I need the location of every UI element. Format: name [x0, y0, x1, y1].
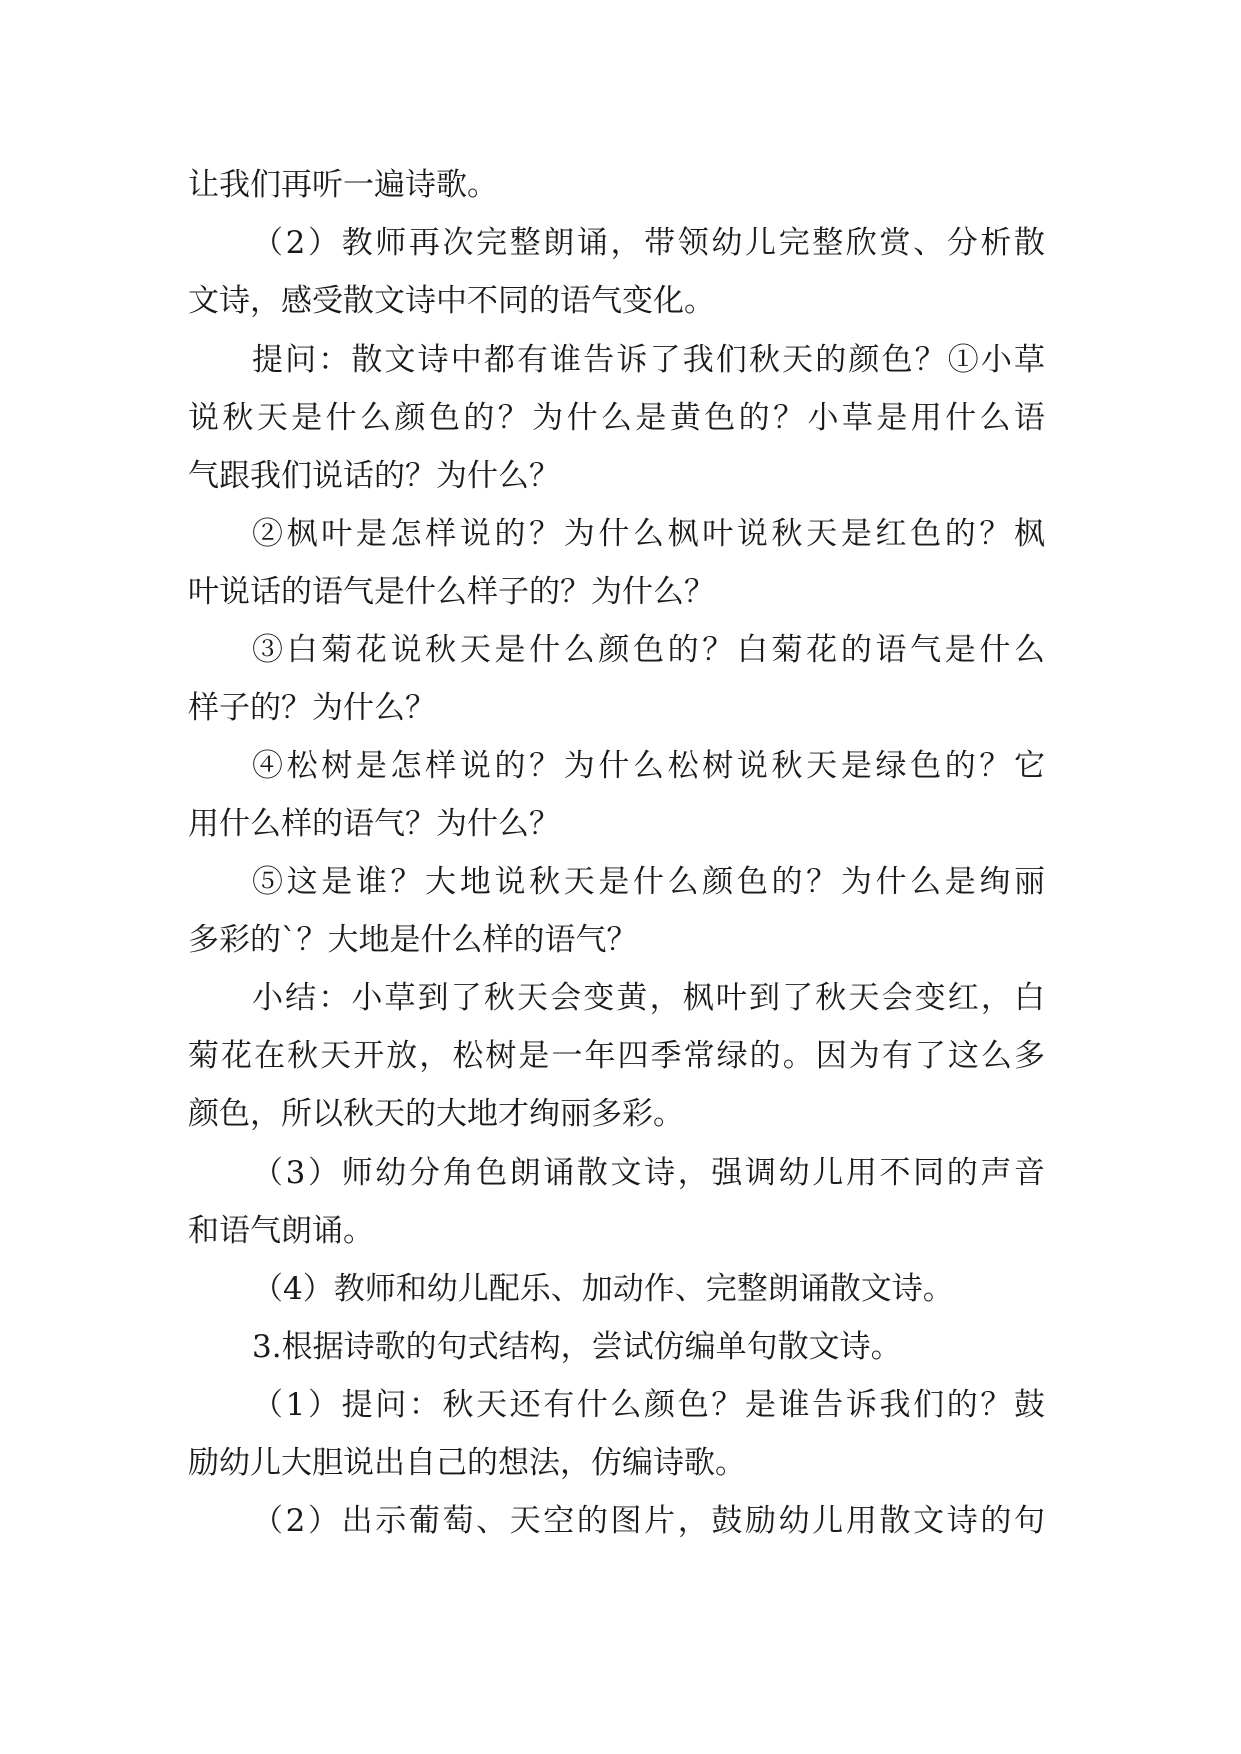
text-line: 用什么样的语气？为什么？: [188, 806, 560, 842]
text-line: 多彩的`？大地是什么样的语气？: [188, 922, 638, 958]
text-line: 说秋天是什么颜色的？为什么是黄色的？小草是用什么语: [188, 400, 1045, 436]
text-line: 励幼儿大胆说出自己的想法，仿编诗歌。: [188, 1445, 746, 1481]
text-line: 菊花在秋天开放，松树是一年四季常绿的。因为有了这么多: [188, 1038, 1045, 1074]
text-line: 和语气朗诵。: [188, 1213, 374, 1249]
text-line: ③白菊花说秋天是什么颜色的？白菊花的语气是什么: [252, 632, 1045, 668]
text-line: （2）教师再次完整朗诵，带领幼儿完整欣赏、分析散: [252, 225, 1045, 261]
text-line: （2）出示葡萄、天空的图片，鼓励幼儿用散文诗的句: [252, 1503, 1045, 1539]
text-line: 小结：小草到了秋天会变黄，枫叶到了秋天会变红，白: [252, 980, 1045, 1016]
text-line: 气跟我们说话的？为什么？: [188, 458, 560, 494]
text-line: ②枫叶是怎样说的？为什么枫叶说秋天是红色的？枫: [252, 516, 1045, 552]
text-line: ⑤这是谁？大地说秋天是什么颜色的？为什么是绚丽: [252, 864, 1045, 900]
text-line: （1）提问：秋天还有什么颜色？是谁告诉我们的？鼓: [252, 1387, 1045, 1423]
text-line: （3）师幼分角色朗诵散文诗，强调幼儿用不同的声音: [252, 1155, 1045, 1191]
text-line: 叶说话的语气是什么样子的？为什么？: [188, 574, 715, 610]
text-line: 提问：散文诗中都有谁告诉了我们秋天的颜色？①小草: [252, 342, 1045, 378]
text-line: 3.根据诗歌的句式结构，尝试仿编单句散文诗。: [252, 1329, 902, 1365]
text-line: 颜色，所以秋天的大地才绚丽多彩。: [188, 1096, 684, 1132]
text-line: 样子的？为什么？: [188, 690, 436, 726]
text-line: （4）教师和幼儿配乐、加动作、完整朗诵散文诗。: [252, 1271, 954, 1307]
text-line: 让我们再听一遍诗歌。: [188, 167, 498, 203]
text-line: 文诗，感受散文诗中不同的语气变化。: [188, 283, 715, 319]
text-line: ④松树是怎样说的？为什么松树说秋天是绿色的？它: [252, 748, 1045, 784]
